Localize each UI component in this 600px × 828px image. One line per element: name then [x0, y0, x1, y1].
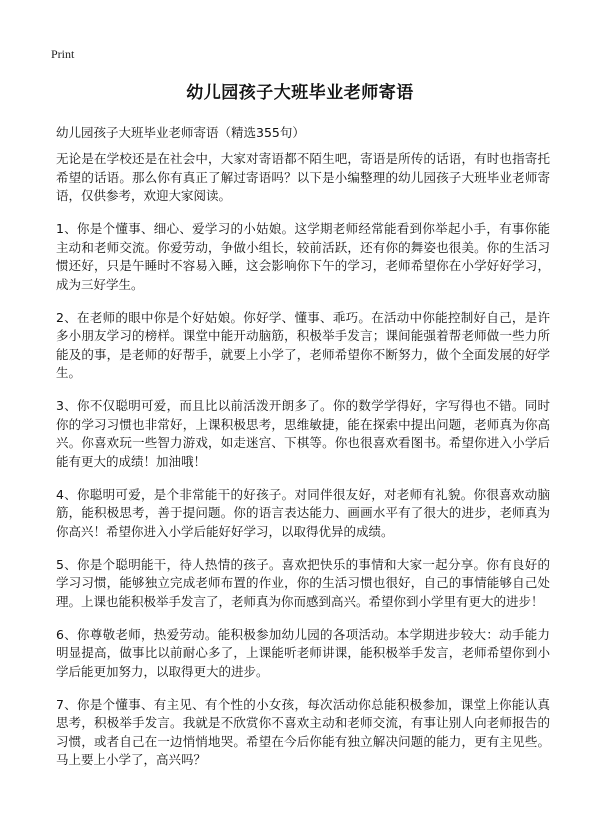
page-title: 幼儿园孩子大班毕业老师寄语 — [186, 83, 414, 103]
paragraph-5: 5、你是个聪明能干，待人热情的孩子。喜欢把快乐的事情和大家一起分享。你有良好的学习习惯，能够独立完成老师布置的作业，你的生活习惯也很好，自己的事情能够自己处理。上课也能积极举手发言了，老师真为你而感到高兴。希望你到小学里有更大的进步！ — [56, 556, 550, 609]
paragraph-6: 6、你尊敬老师，热爱劳动。能积极参加幼儿园的各项活动。本学期进步较大：动手能力明显提高，做事比以前耐心多了，上课能听老师讲课，能积极举手发言，老师希望你到小学后能更加努力，以取得更大的进步。 — [56, 626, 550, 679]
paragraph-7: 7、你是个懂事、有主见、有个性的小女孩，每次活动你总能积极参加，课堂上你能认真思考，积极举手发言。我就是不欣赏你不喜欢主动和老师交流，有事让别人向老师报告的习惯，或者自己在一边悄悄地哭。希望在今后你能有独立解决问题的能力，更有主见些。马上要上小学了，高兴吗？ — [56, 696, 550, 767]
paragraph-1: 1、你是个懂事、细心、爱学习的小姑娘。这学期老师经常能看到你举起小手，有事你能主动和老师交流。你爱劳动，争做小组长，较前活跃，还有你的舞姿也很美。你的生活习惯还好，只是午睡时不容易入睡，这会影响你下午的学习，老师希望你在小学好好学习，成为三好学生。 — [56, 221, 550, 292]
paragraph-4: 4、你聪明可爱，是个非常能干的好孩子。对同伴很友好，对老师有礼貌。你很喜欢动脑筋，能积极思考，善于提问题。你的语言表达能力、画画水平有了很大的进步，老师真为你高兴！希望你进入小学后能好好学习，以取得优异的成绩。 — [56, 486, 550, 539]
paragraph-3: 3、你不仅聪明可爱，而且比以前活泼开朗多了。你的数学学得好，字写得也不错。同时你的学习习惯也非常好，上课积极思考，思维敏捷，能在探索中提出问题，老师真为你高兴。你喜欢玩一些智力游戏，如走迷宫、下棋等。你也很喜欢看图书。希望你进入小学后能有更大的成绩！加油哦！ — [56, 398, 550, 469]
print-link[interactable]: Print — [51, 47, 75, 61]
intro-paragraph: 无论是在学校还是在社会中，大家对寄语都不陌生吧，寄语是所传的话语，有时也指寄托希望的话语。那么你有真正了解过寄语吗？以下是小编整理的幼儿园孩子大班毕业老师寄语，仅供参考，欢迎大家阅读。 — [56, 151, 550, 203]
article-body — [56, 150, 550, 784]
page-subtitle: 幼儿园孩子大班毕业老师寄语（精选355句） — [56, 125, 305, 140]
paragraph-2: 2、在老师的眼中你是个好姑娘。你好学、懂事、乖巧。在活动中你能控制好自己，是许多小朋友学习的榜样。课堂中能开动脑筋，积极举手发言；课间能强着帮老师做一些力所能及的事，是老师的好帮手，就要上小学了，老师希望你不断努力，做个全面发展的好学生。 — [56, 309, 550, 380]
